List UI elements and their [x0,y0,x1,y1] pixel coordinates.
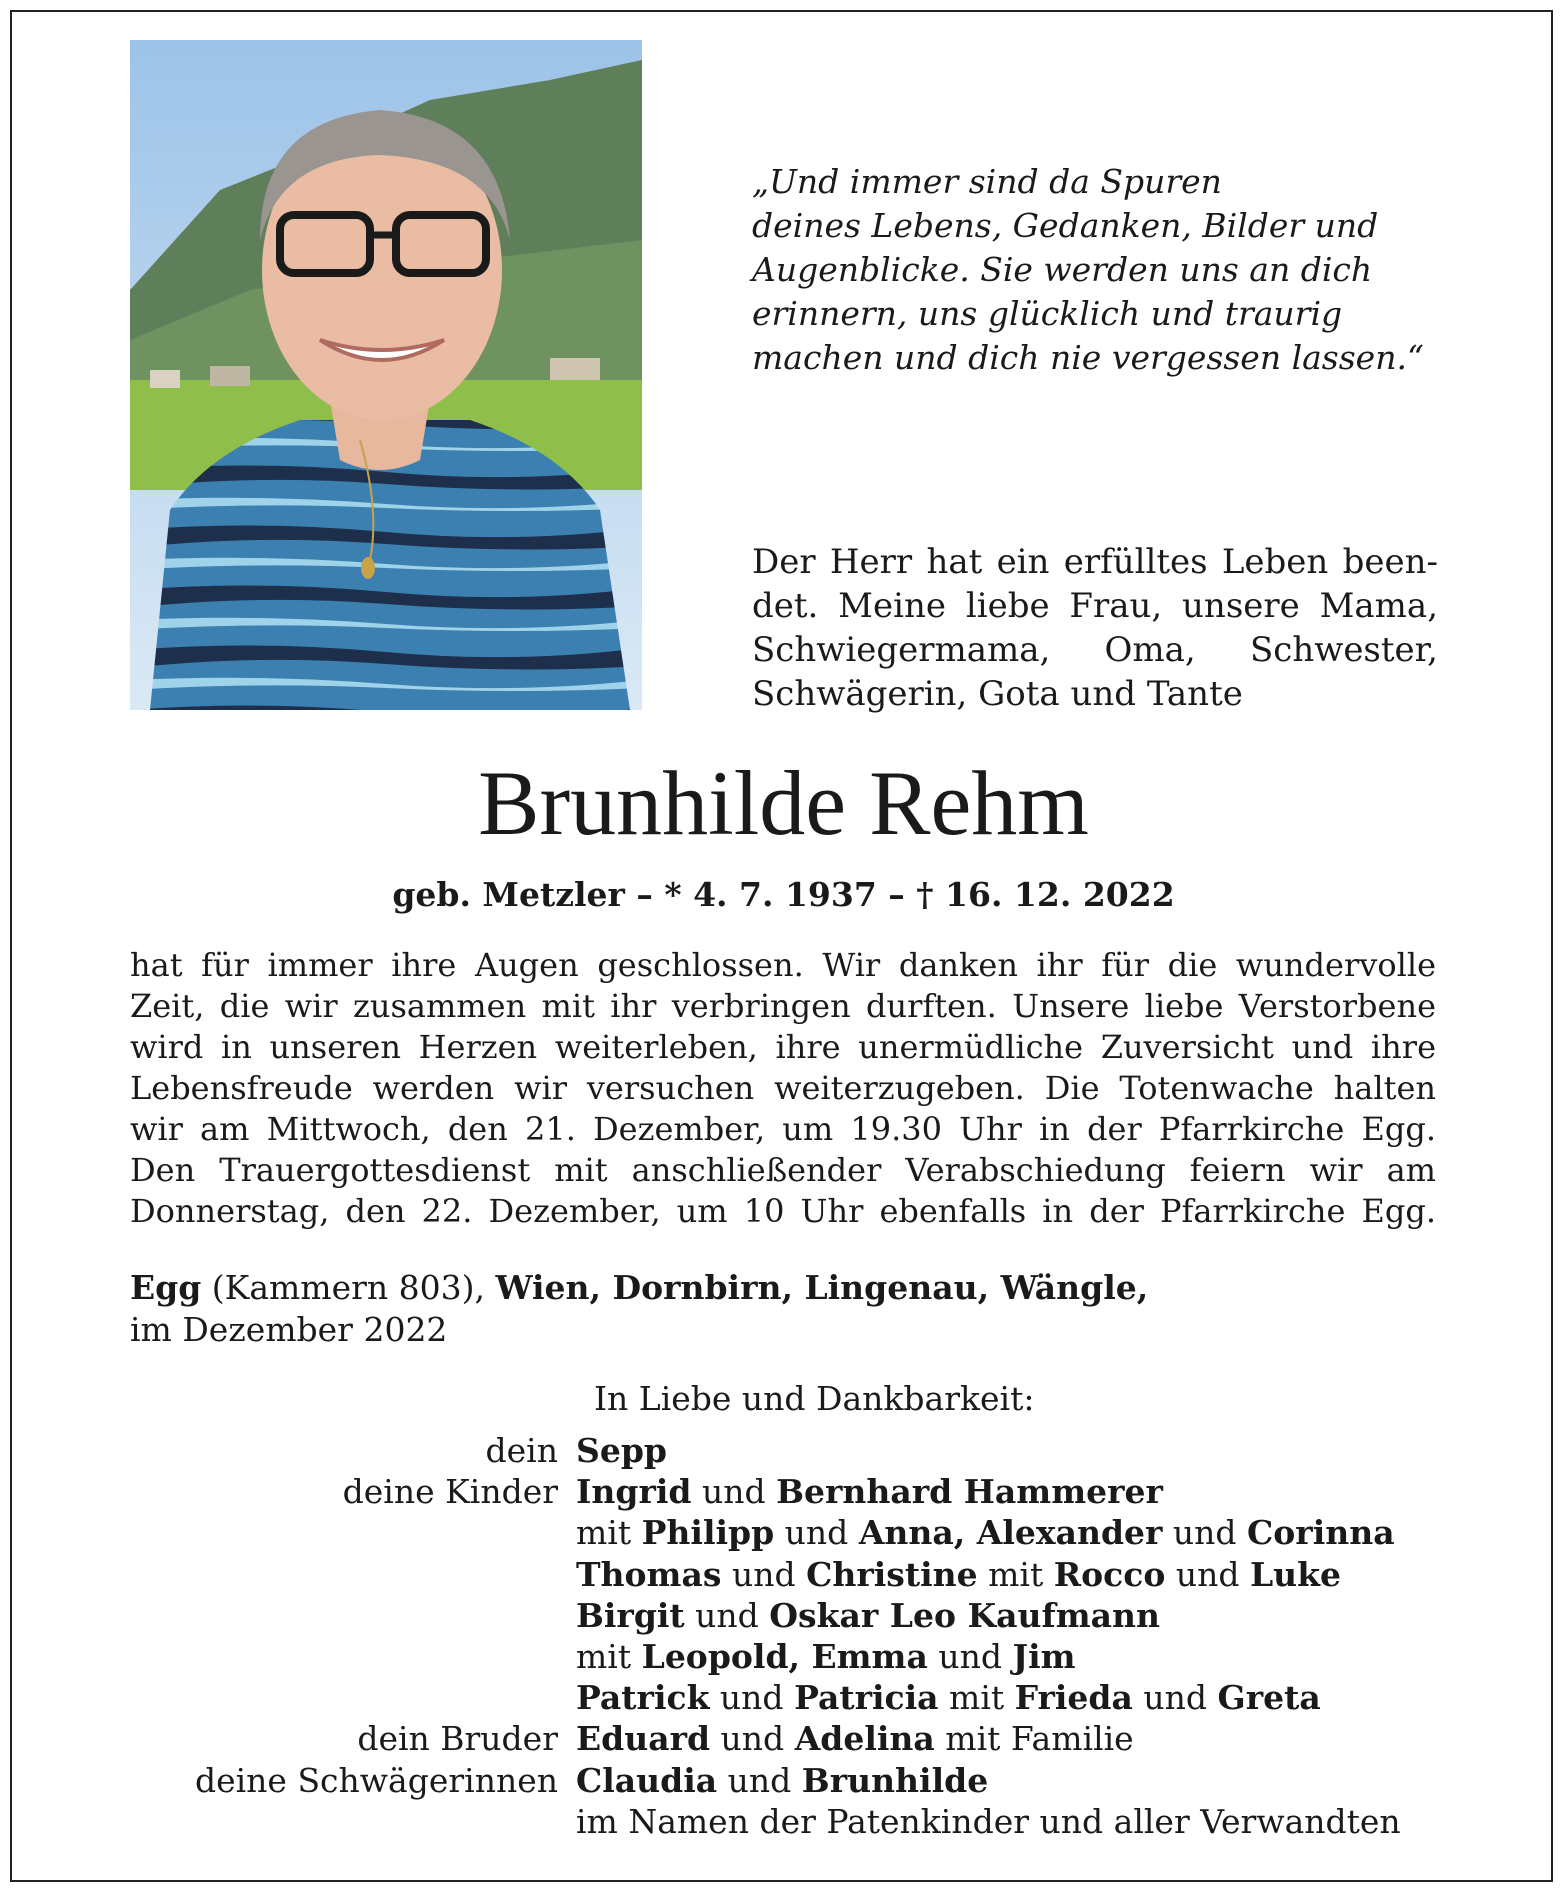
intro-line: Schwiegermama, Oma, Schwester, [752,630,1438,670]
family-member-name: Claudia [576,1760,718,1800]
body-text [130,945,1436,1232]
family-connector: mit [576,1637,642,1677]
quote-line: deines Lebens, Gedanken, Bilder und [752,206,1379,245]
portrait-photo [130,40,642,710]
family-member-name: Adelina [794,1719,935,1759]
family-list [130,1430,1450,1842]
body-line: Lebensfreude werden wir versuchen weiterzugeben. Die Totenwache halten [130,1069,1436,1107]
family-relation: deine Schwägerinnen [194,1760,558,1800]
family-member-name: Eduard [576,1719,711,1759]
family-connector: im Namen der Patenkinder und aller Verwandten [576,1801,1401,1841]
family-connector: mit [938,1678,1015,1718]
family-member-name: Corinna [1247,1513,1395,1553]
family-member-name: Rocco [1053,1554,1166,1594]
family-row [130,1595,1450,1636]
family-row [130,1430,1450,1471]
body-line: Den Trauergottesdienst mit anschließender Verabschiedung feiern wir am [130,1151,1436,1189]
intro-line: Der Herr hat ein erfülltes Leben been- [752,542,1438,582]
family-row [130,1718,1450,1759]
family-relation [130,1677,576,1718]
family-names [576,1430,1450,1471]
quote-line: Augenblicke. Sie werden uns an dich [752,250,1373,289]
quote [752,160,1452,380]
family-row [130,1512,1450,1553]
body-line: hat für immer ihre Augen geschlossen. Wir danken ihr für die wundervolle [130,946,1436,984]
family-member-name: Greta [1217,1678,1321,1718]
family-relation: dein Bruder [357,1719,558,1759]
family-connector: und [717,1760,802,1800]
family-relation: dein [485,1431,558,1470]
family-relation [130,1636,576,1677]
family-member-name: Luke [1249,1554,1342,1594]
place-others: Wien, Dornbirn, Lingenau, Wängle, [495,1268,1149,1307]
family-member-name: Oskar Leo Kaufmann [769,1595,1160,1635]
family-connector: und [1132,1678,1218,1718]
family-connector: und [1165,1554,1250,1594]
family-member-name: Frieda [1014,1678,1133,1718]
family-names [576,1554,1450,1595]
family-connector: mit Familie [934,1719,1134,1759]
family-connector: und [709,1678,795,1718]
family-row [130,1554,1450,1595]
family-names [576,1801,1450,1842]
family-relation [130,1595,576,1636]
family-member-name: Patrick [576,1678,710,1718]
places-line [130,1267,1436,1309]
deceased-name: Brunhilde Rehm [478,752,1089,854]
family-row [130,1677,1450,1718]
family-member-name: Philipp [641,1513,775,1553]
family-names [576,1760,1450,1801]
family-member-name: Christine [806,1554,978,1594]
place-egg: Egg [130,1268,202,1307]
family-row [130,1760,1450,1801]
family-names [576,1595,1450,1636]
family-member-name: Leopold, Emma [641,1637,928,1677]
family-connector: und [684,1595,770,1635]
quote-line: machen und dich nie vergessen lassen.“ [752,338,1424,377]
family-connector: und [1162,1513,1248,1553]
family-names [576,1636,1450,1677]
family-member-name: Thomas [576,1554,722,1594]
place-date: im Dezember 2022 [130,1310,448,1349]
intro-line: det. Meine liebe Frau, unsere Mama, [752,586,1438,626]
family-connector: und [774,1513,859,1553]
quote-line: „Und immer sind da Spuren [752,162,1222,201]
body-line: Donnerstag, den 22. Dezember, um 10 Uhr ebenfalls in der Pfarrkirche Egg. [130,1192,1436,1230]
body-line: wir am Mittwoch, den 21. Dezember, um 19.30 Uhr in der Pfarrkirche Egg. [130,1110,1436,1148]
family-connector: mit [576,1513,642,1553]
family-member-name: Bernhard Hammerer [776,1472,1163,1512]
intro-text [752,540,1438,716]
family-relation: deine Kinder [342,1472,558,1512]
family-row [130,1471,1450,1512]
family-member-name: Patricia [794,1678,939,1718]
family-row [130,1636,1450,1677]
family-row [130,1801,1450,1842]
life-dates: geb. Metzler – * 4. 7. 1937 – † 16. 12. 2022 [392,875,1175,914]
place-address: (Kammern 803), [201,1268,496,1307]
family-member-name: Anna, Alexander [858,1513,1163,1553]
family-connector: mit [977,1554,1054,1594]
family-names [576,1677,1450,1718]
thanks-line: In Liebe und Dankbarkeit: [594,1379,1035,1418]
places-block [130,1267,1436,1351]
family-connector: und [691,1472,777,1512]
family-member-name: Brunhilde [801,1760,989,1800]
family-names [576,1512,1450,1553]
family-names [576,1471,1450,1512]
family-relation [130,1801,576,1842]
body-line: Zeit, die wir zusammen mit ihr verbringen durften. Unsere liebe Verstorbene [130,987,1436,1025]
quote-line: erinnern, uns glücklich und traurig [752,294,1343,333]
family-connector: und [927,1637,1013,1677]
family-member-name: Sepp [576,1431,667,1470]
family-member-name: Ingrid [576,1472,692,1512]
body-line: wird in unseren Herzen weiterleben, ihre unermüdliche Zuversicht und ihre [130,1028,1436,1066]
family-connector: und [710,1719,795,1759]
family-names [576,1718,1450,1759]
family-member-name: Birgit [576,1595,685,1635]
family-member-name: Jim [1012,1637,1076,1677]
intro-line: Schwägerin, Gota und Tante [752,674,1243,714]
family-relation [130,1554,576,1595]
family-connector: und [721,1554,807,1594]
family-relation [130,1512,576,1553]
